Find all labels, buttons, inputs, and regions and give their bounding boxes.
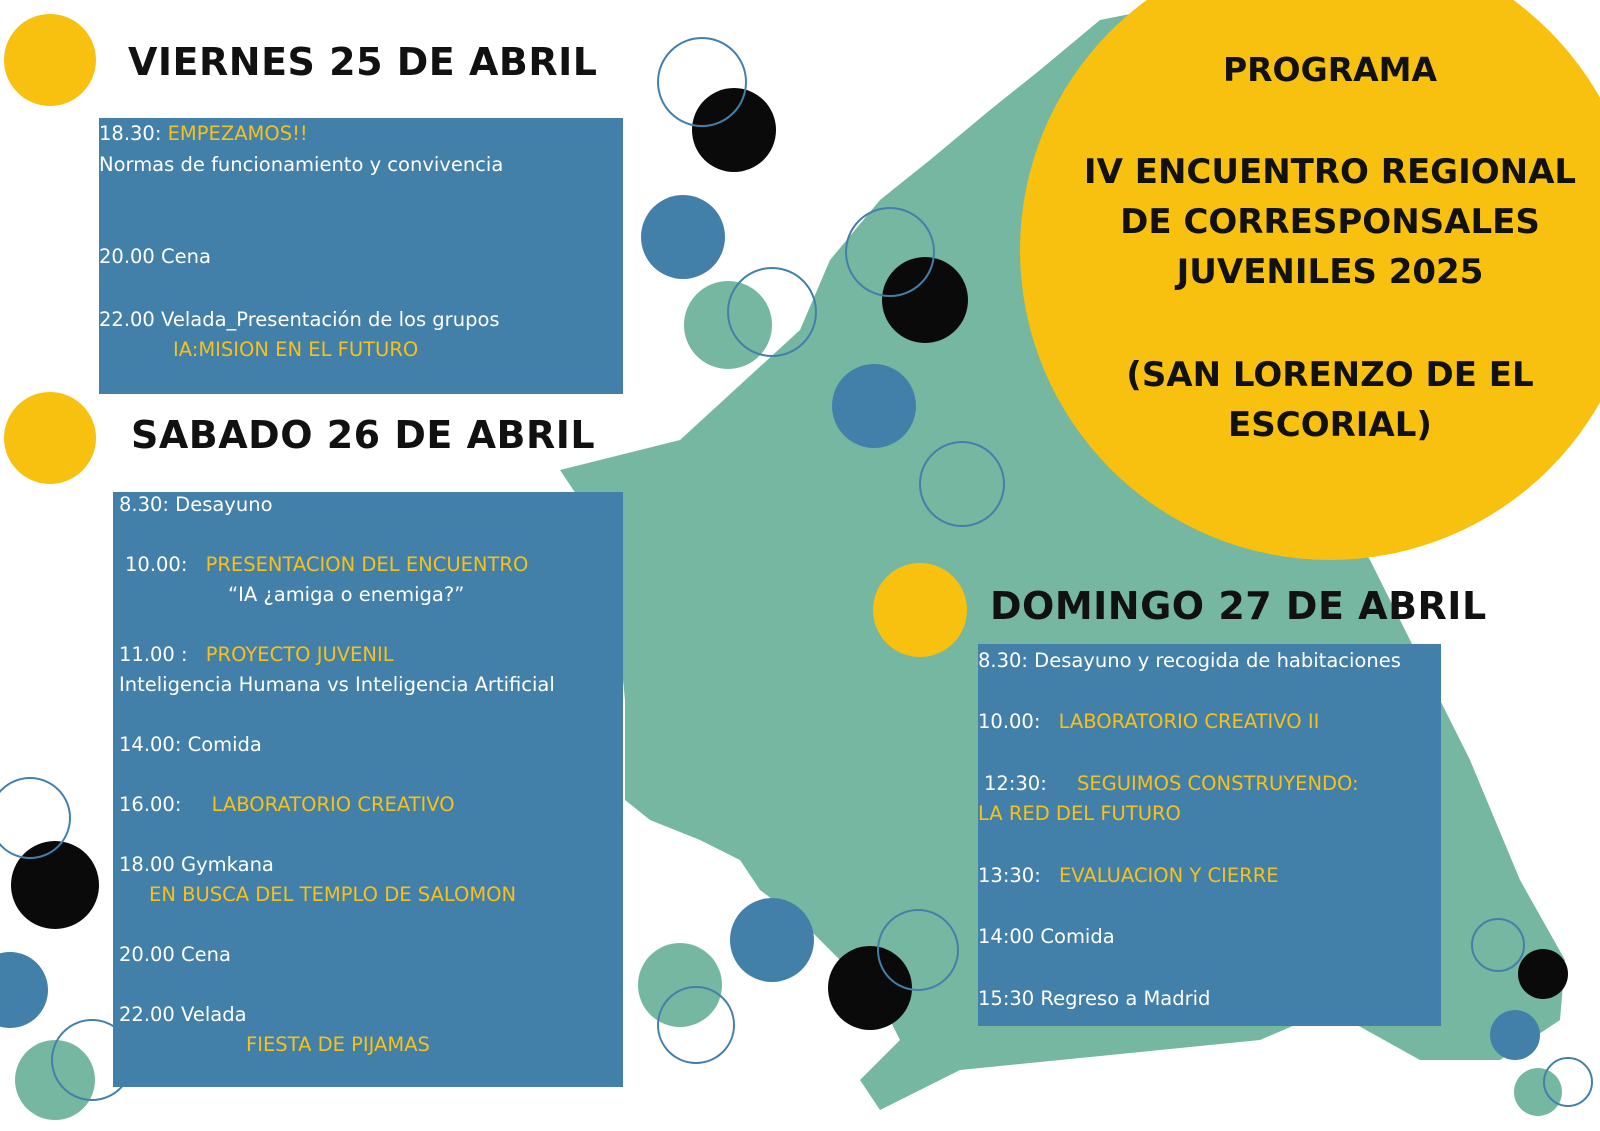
location-line-2: ESCORIAL) <box>1228 405 1432 445</box>
sunday-time-2: 10.00: <box>978 710 1041 733</box>
sunday-schedule-box <box>978 644 1441 1026</box>
blue-circle-2 <box>832 364 916 448</box>
saturday-time-2: 10.00: <box>125 553 188 576</box>
yellow-dot-2 <box>4 392 96 484</box>
saturday-item-7: 20.00 Cena <box>119 943 231 966</box>
friday-time-1: 18.30: <box>99 122 162 145</box>
sunday-item-3 <box>984 772 1359 796</box>
sunday-item-4 <box>978 864 1279 888</box>
friday-title: VIERNES 25 DE ABRIL <box>128 40 598 84</box>
sunday-item-2 <box>978 710 1319 734</box>
yellow-dot-3 <box>873 563 967 657</box>
saturday-item-2 <box>125 553 528 577</box>
friday-item-1-detail: Normas de funcionamiento y convivencia <box>99 153 504 176</box>
saturday-activity-2: PRESENTACION DEL ENCUENTRO <box>205 553 529 576</box>
sunday-activity-4: EVALUACION Y CIERRE <box>1058 864 1279 887</box>
friday-activity-1: EMPEZAMOS!! <box>167 122 308 145</box>
black-circle-3 <box>11 841 99 929</box>
saturday-item-6: 18.00 Gymkana <box>119 853 274 876</box>
friday-item-3-detail: IA:MISION EN EL FUTURO <box>173 338 419 361</box>
sunday-item-3-detail: LA RED DEL FUTURO <box>978 802 1181 825</box>
green-circle-4 <box>1514 1068 1562 1116</box>
yellow-dot-1 <box>4 14 96 106</box>
saturday-schedule-box <box>113 492 623 1087</box>
green-circle-3 <box>15 1040 95 1120</box>
blue-circle-4 <box>0 952 48 1028</box>
saturday-item-3 <box>119 643 394 667</box>
friday-item-3: 22.00 Velada_Presentación de los grupos <box>99 308 500 331</box>
saturday-item-6-detail: EN BUSCA DEL TEMPLO DE SALOMON <box>149 883 517 906</box>
event-title-line-2: DE CORRESPONSALES <box>1120 202 1540 242</box>
program-label: PROGRAMA <box>1222 50 1438 89</box>
friday-item-1 <box>99 122 308 146</box>
sunday-item-6: 15:30 Regreso a Madrid <box>978 987 1211 1010</box>
location-line-1: (SAN LORENZO DE EL <box>1126 355 1534 395</box>
black-circle-1 <box>692 88 776 172</box>
friday-item-2: 20.00 Cena <box>99 245 211 268</box>
green-circle-2 <box>638 943 722 1027</box>
green-circle-1 <box>684 281 772 369</box>
saturday-time-3: 11.00 : <box>119 643 188 666</box>
black-circle-5 <box>1518 949 1568 999</box>
saturday-activity-3: PROYECTO JUVENIL <box>205 643 394 666</box>
saturday-item-8-detail: FIESTA DE PIJAMAS <box>246 1033 430 1056</box>
event-title-line-3: JUVENILES 2025 <box>1176 252 1484 292</box>
saturday-item-4: 14.00: Comida <box>119 733 262 756</box>
black-circle-4 <box>828 946 912 1030</box>
saturday-activity-5: LABORATORIO CREATIVO <box>211 793 455 816</box>
saturday-item-8: 22.00 Velada <box>119 1003 247 1026</box>
sunday-time-3: 12:30: <box>984 772 1047 795</box>
blue-circle-3 <box>730 898 814 982</box>
saturday-item-2-detail: “IA ¿amiga o enemiga?” <box>228 583 465 606</box>
saturday-item-1: 8.30: Desayuno <box>119 493 273 516</box>
sunday-item-5: 14:00 Comida <box>978 925 1115 948</box>
sunday-time-4: 13:30: <box>978 864 1041 887</box>
black-circle-2 <box>882 257 968 343</box>
saturday-item-3-detail: Inteligencia Humana vs Inteligencia Artificial <box>119 673 555 696</box>
friday-schedule-box <box>99 118 623 394</box>
sunday-activity-2: LABORATORIO CREATIVO II <box>1058 710 1320 733</box>
saturday-item-5 <box>119 793 455 817</box>
blue-circle-1 <box>641 195 725 279</box>
sunday-title: DOMINGO 27 DE ABRIL <box>990 584 1487 628</box>
blue-circle-5 <box>1490 1010 1540 1060</box>
saturday-title: SABADO 26 DE ABRIL <box>131 413 596 457</box>
sunday-activity-3: SEGUIMOS CONSTRUYENDO: <box>1076 772 1359 795</box>
event-title-line-1: IV ENCUENTRO REGIONAL <box>1083 152 1577 192</box>
sunday-item-1: 8.30: Desayuno y recogida de habitaciones <box>978 649 1401 672</box>
saturday-time-5: 16.00: <box>119 793 182 816</box>
